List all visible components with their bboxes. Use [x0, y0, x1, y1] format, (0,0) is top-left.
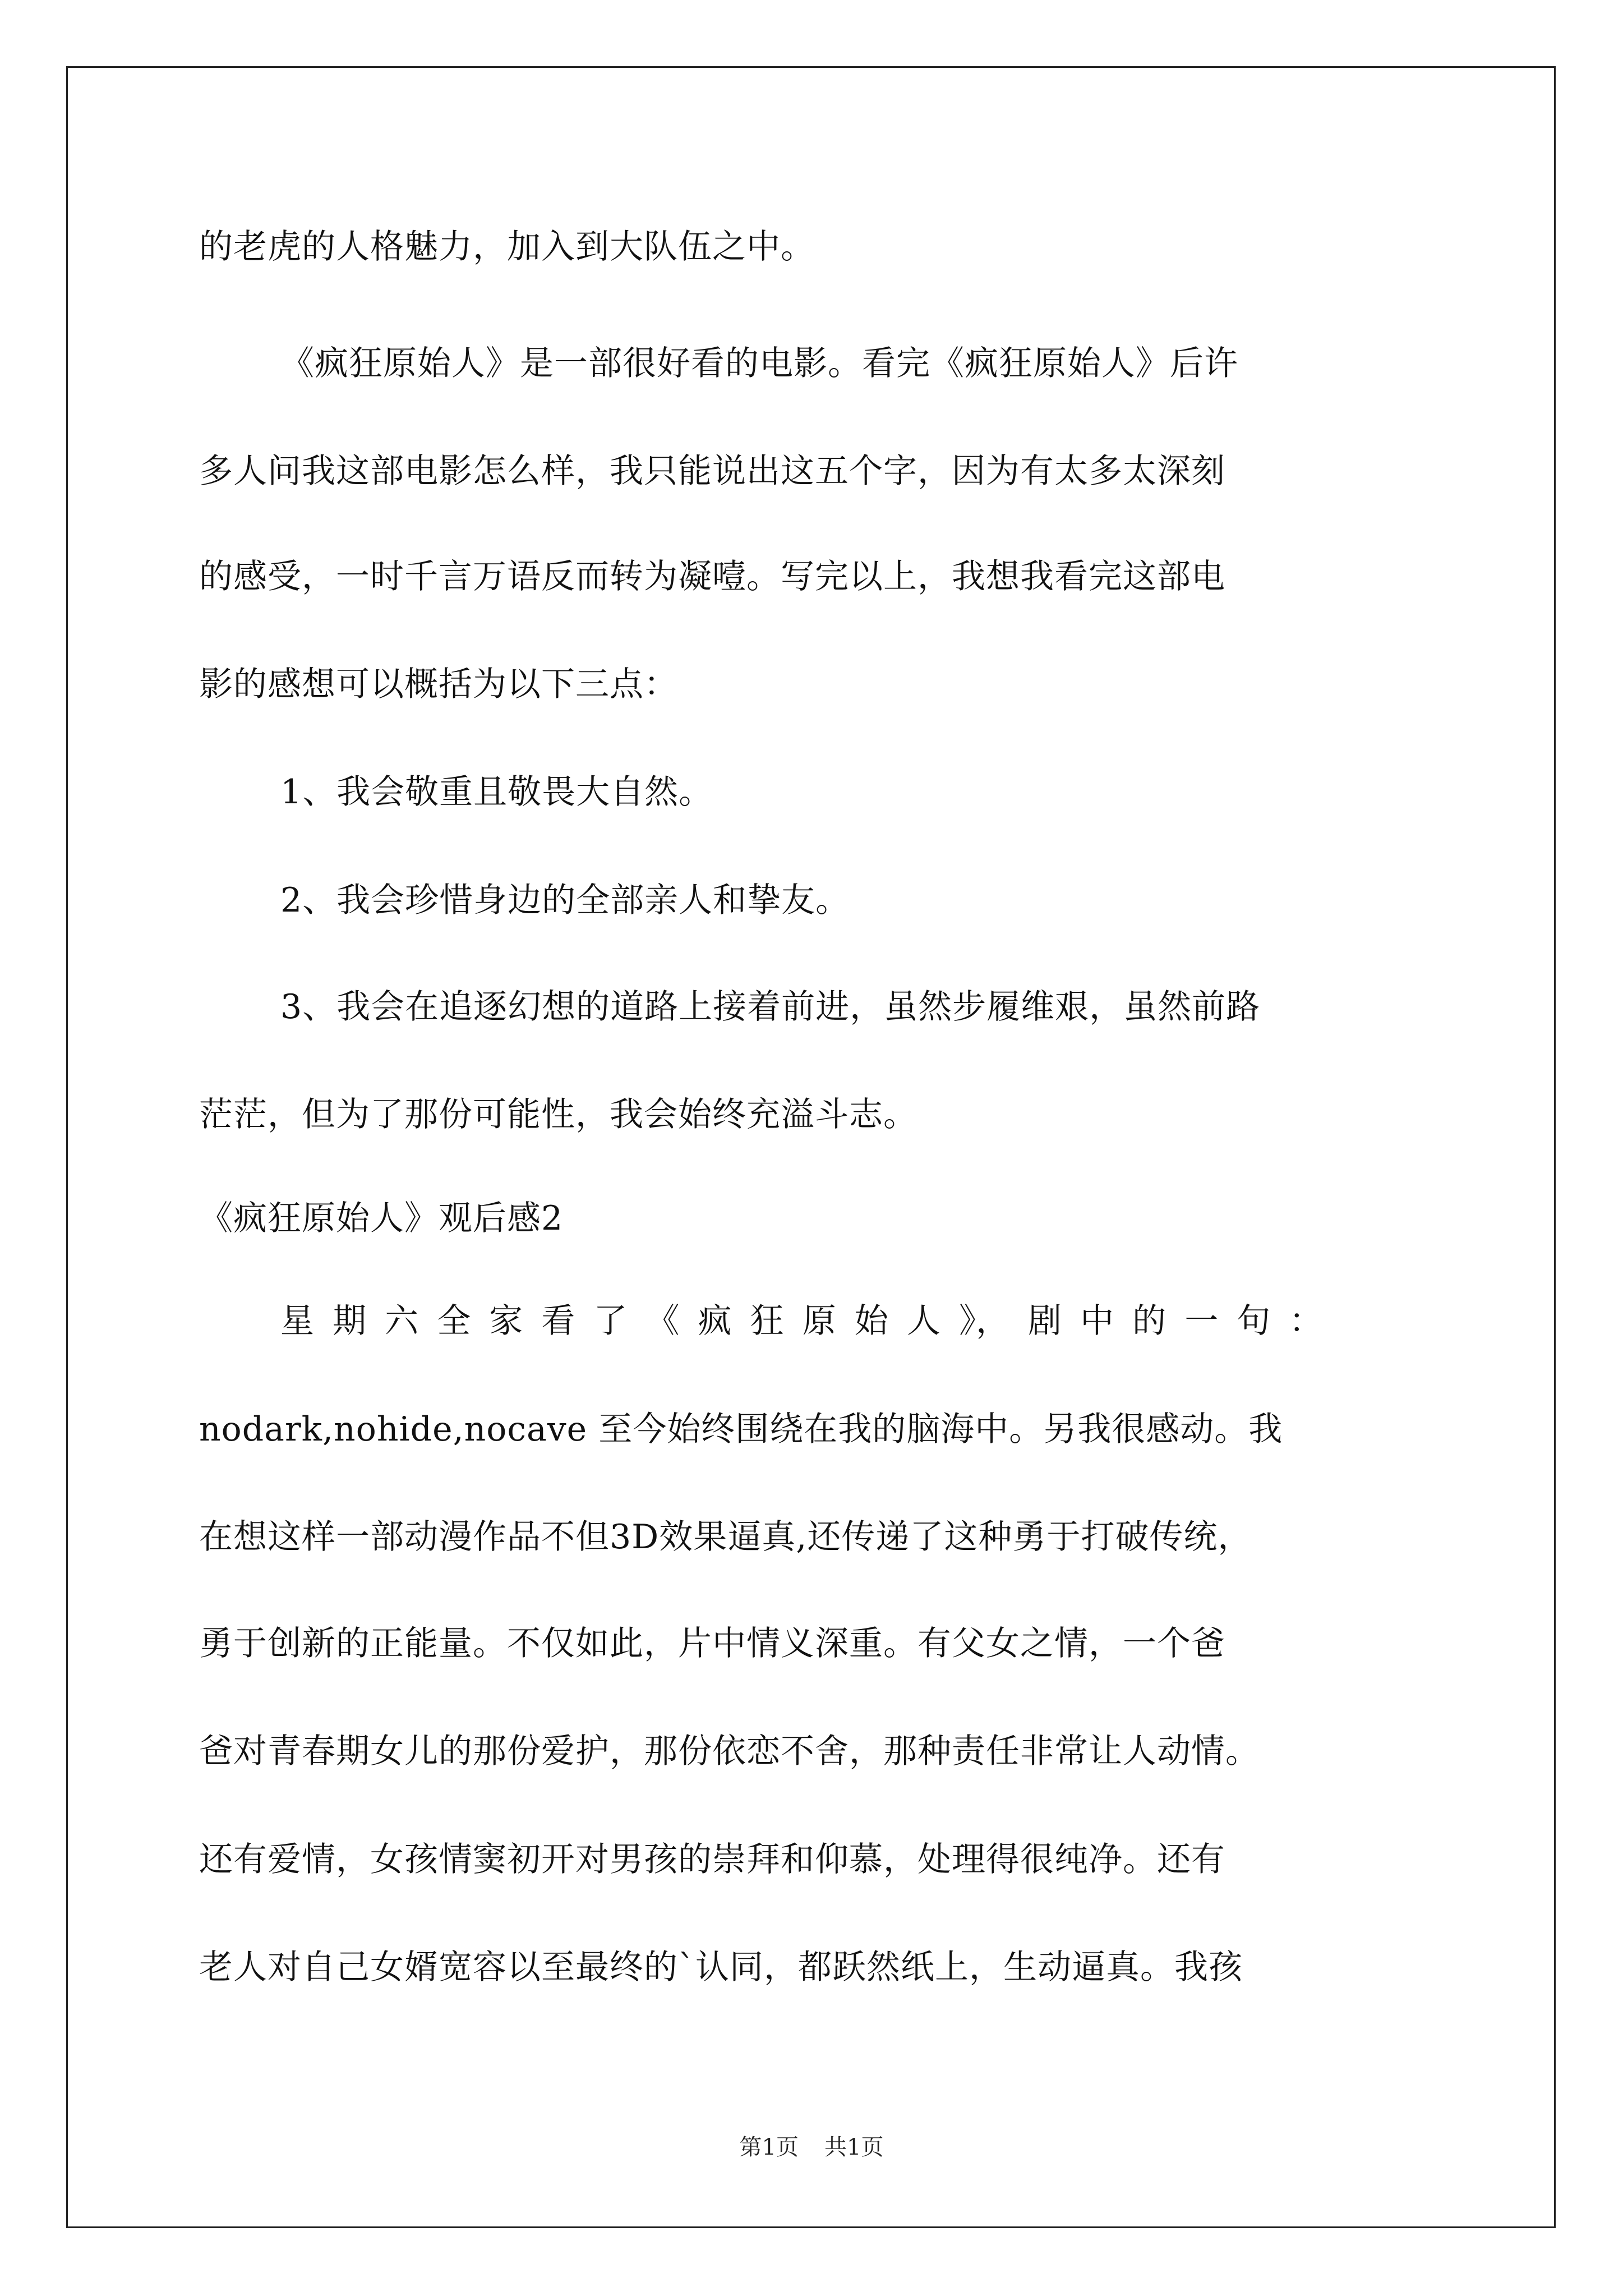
body-text-line: 的老虎的人格魅力，加入到大队伍之中。	[199, 227, 815, 266]
list-item: 1、我会敬重且敬畏大自然。	[280, 772, 713, 812]
body-text-line: 老人对自己女婿宽容以至最终的`认同，都跃然纸上，生动逼真。我孩	[199, 1948, 1243, 1987]
body-text-line: 《疯狂原始人》是一部很好看的电影。看完《疯狂原始人》后许	[280, 344, 1238, 383]
body-text-line: 茫茫，但为了那份可能性，我会始终充溢斗志。	[199, 1095, 917, 1134]
body-text-line: 在想这样一部动漫作品不但3D效果逼真,还传递了这种勇于打破传统，	[199, 1517, 1252, 1557]
body-text-line: 星 期 六 全 家 看 了 《 疯 狂 原 始 人 》， 剧 中 的 一 句 ：	[280, 1301, 1323, 1341]
section-heading: 《疯狂原始人》观后感2	[199, 1199, 564, 1238]
body-text-line: nodark,nohide,nocave 至今始终围绕在我的脑海中。另我很感动。我	[199, 1410, 1283, 1449]
page-total: 共1页	[824, 2134, 884, 2160]
page-footer	[0, 2132, 1623, 2163]
body-text-line: 勇于创新的正能量。不仅如此，片中情义深重。有父女之情，一个爸	[199, 1624, 1225, 1663]
body-text-line: 的感受，一时千言万语反而转为凝噎。写完以上，我想我看完这部电	[199, 557, 1225, 596]
body-text-line: 爸对青春期女儿的那份爱护，那份依恋不舍，那种责任非常让人动情。	[199, 1732, 1260, 1771]
list-item: 3、我会在追逐幻想的道路上接着前进，虽然步履维艰，虽然前路	[280, 987, 1261, 1027]
list-item: 2、我会珍惜身边的全部亲人和挚友。	[280, 881, 850, 920]
page-number: 第1页	[739, 2134, 799, 2160]
body-text-line: 还有爱情，女孩情窦初开对男孩的崇拜和仰慕，处理得很纯净。还有	[199, 1840, 1225, 1879]
page-border	[66, 66, 1556, 2228]
body-text-line: 多人问我这部电影怎么样，我只能说出这五个字，因为有太多太深刻	[199, 452, 1225, 491]
body-text-line: 影的感想可以概括为以下三点：	[199, 665, 678, 704]
